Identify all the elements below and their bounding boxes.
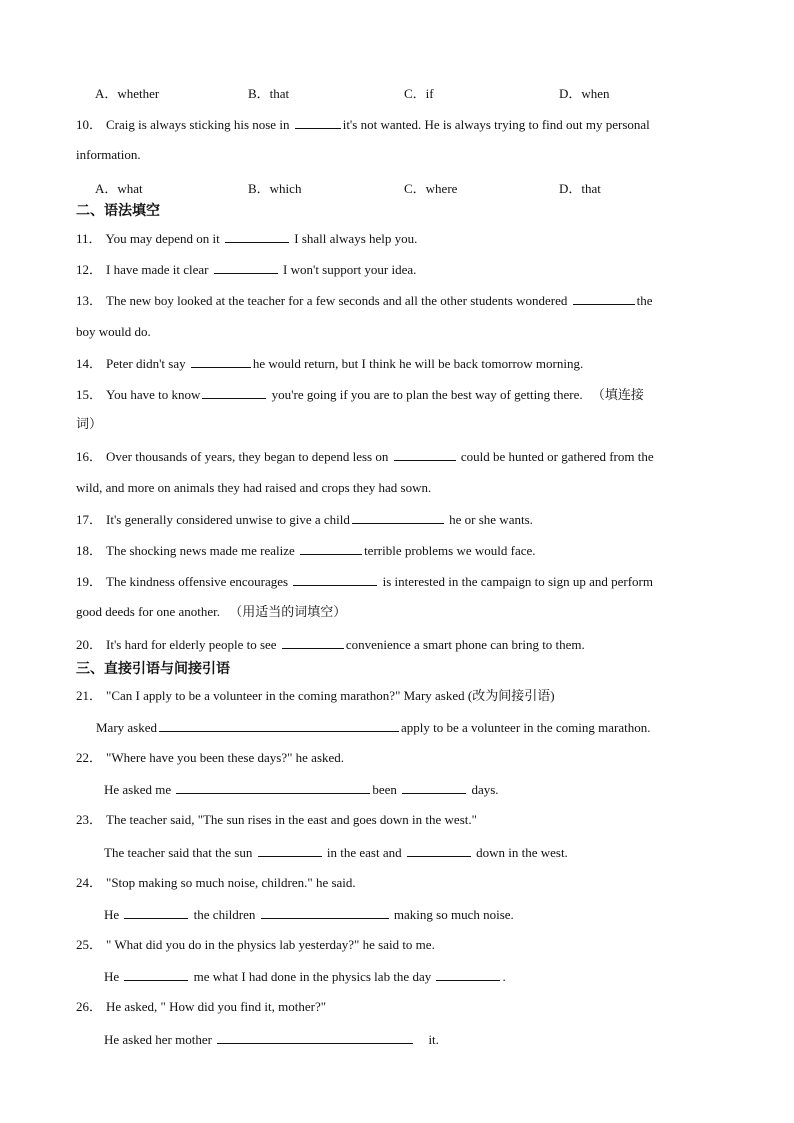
q23-text-b: The teacher said that the sun [104,845,253,860]
question-number: 25． [76,937,103,952]
answer-blank[interactable] [300,542,362,555]
q20 [76,636,585,653]
q21-text-c: apply to be a volunteer in the coming marathon. [401,720,651,735]
q22-answer-line [104,781,499,798]
q21-text-a: "Can I apply to be a volunteer in the coming marathon?" Mary asked (改为间接引语) [106,688,555,703]
answer-blank[interactable] [402,781,466,794]
q17-text-b: he or she wants. [449,512,533,527]
section-heading-reported-speech: 三、直接引语与间接引语 [76,661,230,677]
answer-blank[interactable] [176,781,370,794]
q10-option-b: B．which [248,181,302,196]
q9-options [0,83,794,99]
q26-text-b: He asked her mother [104,1032,212,1047]
q17 [76,511,533,528]
q11-text-a: You may depend on it [105,231,220,246]
question-number: 11． [76,231,102,246]
q22 [76,750,344,766]
answer-blank[interactable] [214,261,278,274]
question-number: 24． [76,875,103,890]
question-number: 21． [76,688,103,703]
q16 [76,448,654,465]
answer-blank[interactable] [191,355,251,368]
answer-blank[interactable] [293,573,377,586]
q21-text-b: Mary asked [96,720,158,735]
question-number: 16． [76,449,103,464]
q16-cont: wild, and more on animals they had raised and crops they had sown. [76,480,432,495]
q23 [76,812,477,828]
q12-text-b: I won't support your idea. [283,262,417,277]
q22-text-a: "Where have you been these days?" he asked. [106,750,345,765]
q12-text-a: I have made it clear [106,262,209,277]
q23-text-c: in the east and [326,845,402,860]
q22-text-d: days. [471,782,499,797]
q9-option-d: D．when [559,86,610,101]
question-number: 26． [76,999,103,1014]
question-number: 20． [76,637,103,652]
question-number: 19． [76,574,103,589]
q18 [76,542,536,559]
q15-note: （填连接 [591,387,644,402]
q24 [76,875,356,891]
answer-blank[interactable] [573,292,635,305]
answer-blank[interactable] [258,844,322,857]
answer-blank[interactable] [159,719,399,732]
q24-text-a: "Stop making so much noise, children." he said. [106,875,356,890]
question-number: 15． [76,387,103,402]
q20-text-b: convenience a smart phone can bring to them. [345,637,585,652]
q24-text-b: He [104,907,120,922]
answer-blank[interactable] [295,116,341,129]
q21-answer-line [96,719,650,736]
question-number: 14． [76,356,103,371]
q19-note: （用适当的词填空） [229,604,347,619]
q10-options [0,178,794,194]
q14 [76,355,583,372]
q24-answer-line [104,906,514,923]
q26-answer-line [104,1031,439,1048]
q19-text-a: The kindness offensive encourages [106,574,289,589]
q10-text-b: it's not wanted. He is always trying to find out my personal [342,117,650,132]
q21 [76,688,555,704]
question-number: 17． [76,512,103,527]
q26-text-a: He asked, " How did you find it, mother?" [106,999,327,1014]
q10-text-a: Craig is always sticking his nose in [106,117,290,132]
q15-text-a: You have to know [106,387,201,402]
q25-text-b: He [104,969,120,984]
q15-text-b: you're going if you are to plan the best way of getting there. [271,387,583,402]
q10-option-a: A．what [95,181,143,196]
q11-text-b: I shall always help you. [294,231,418,246]
answer-blank[interactable] [124,968,188,981]
question-number: 12． [76,262,103,277]
q9-option-c: C．if [404,86,434,101]
question-number: 18． [76,543,103,558]
q24-text-c: the children [193,907,256,922]
q23-text-a: The teacher said, "The sun rises in the east and goes down in the west." [106,812,477,827]
q10-option-d: D．that [559,181,601,196]
q25-text-a: " What did you do in the physics lab yesterday?" he said to me. [106,937,435,952]
q19-text-b: is interested in the campaign to sign up and perform [382,574,653,589]
answer-blank[interactable] [407,844,471,857]
answer-blank[interactable] [124,906,188,919]
q13-cont: boy would do. [76,324,151,339]
q16-text-b: could be hunted or gathered from the [460,449,654,464]
q19-text-c: good deeds for one another. [76,604,221,619]
q11 [76,230,417,247]
q24-text-d: making so much noise. [393,907,514,922]
q10-stem-cont: information. [76,147,141,162]
q26-text-c: it. [428,1032,439,1047]
q13 [76,292,653,309]
answer-blank[interactable] [217,1031,413,1044]
q20-text-a: It's hard for elderly people to see [106,637,277,652]
question-number: 10． [76,117,103,132]
answer-blank[interactable] [352,511,444,524]
q19-cont [76,604,346,620]
section-heading-grammar-fill: 二、语法填空 [76,203,160,219]
q13-text-a: The new boy looked at the teacher for a few seconds and all the other students wondered [106,293,568,308]
answer-blank[interactable] [261,906,389,919]
answer-blank[interactable] [436,968,500,981]
q14-text-b: he would return, but I think he will be back tomorrow morning. [252,356,584,371]
q15 [76,386,644,403]
q14-text-a: Peter didn't say [106,356,186,371]
q12 [76,261,416,278]
q23-answer-line [104,844,568,861]
question-number: 22． [76,750,103,765]
q9-option-a: A．whether [95,86,160,101]
answer-blank[interactable] [225,230,289,243]
q15-cont: 词） [76,416,103,431]
question-number: 23． [76,812,103,827]
q22-text-b: He asked me [104,782,172,797]
answer-blank[interactable] [202,386,266,399]
q22-text-c: been [372,782,397,797]
question-number: 13． [76,293,103,308]
q9-option-b: B．that [248,86,290,101]
q17-text-a: It's generally considered unwise to give a child [106,512,350,527]
q25-answer-line [104,968,506,985]
q10-stem [76,116,650,133]
q16-text-a: Over thousands of years, they began to depend less on [106,449,389,464]
q23-text-d: down in the west. [476,845,568,860]
q25-text-c: me what I had done in the physics lab the day [193,969,432,984]
q19 [76,573,653,590]
q25-text-d: . [502,969,506,984]
q25 [76,937,435,953]
q26 [76,999,326,1015]
q13-text-b: the [636,293,653,308]
q18-text-a: The shocking news made me realize [106,543,295,558]
answer-blank[interactable] [394,448,456,461]
q10-option-c: C．where [404,181,458,196]
q18-text-b: terrible problems we would face. [364,543,536,558]
answer-blank[interactable] [282,636,344,649]
